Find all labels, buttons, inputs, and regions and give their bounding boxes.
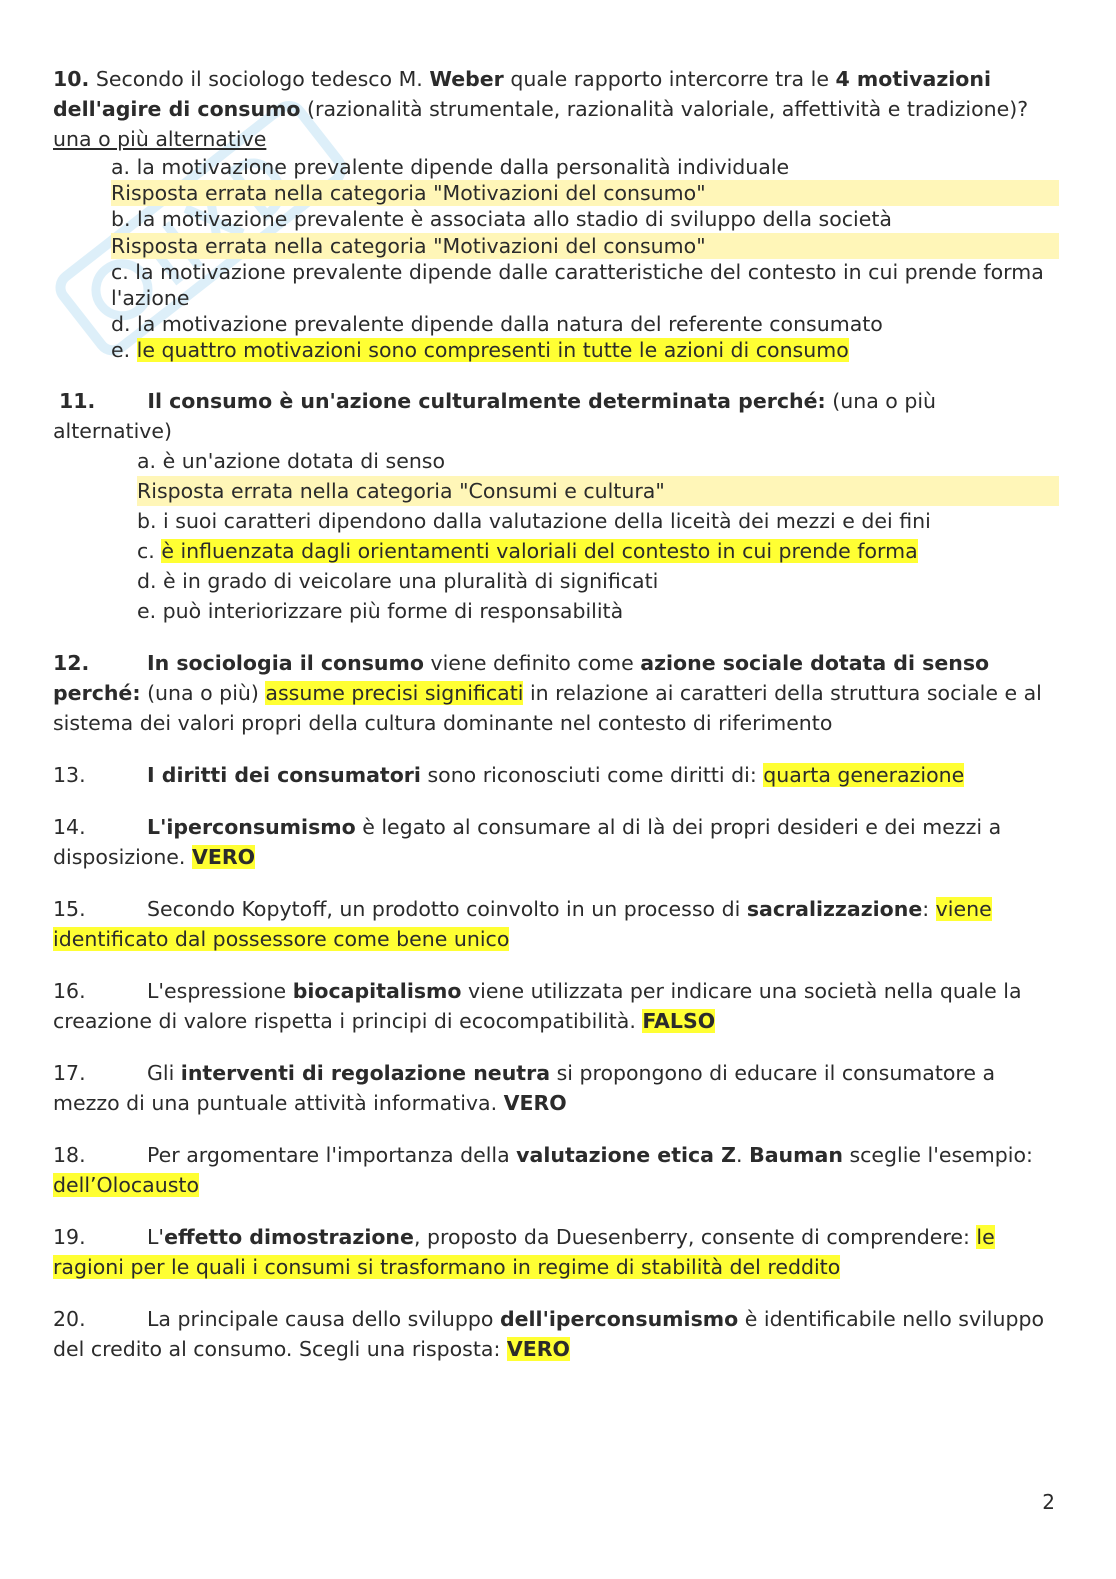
- question-18: 18. Per argomentare l'importanza della valutazione etica Z. Bauman sceglie l'esempio: dell’Olocausto: [53, 1140, 1059, 1200]
- option-e: e. può interiorizzare più forme di responsabilità: [137, 598, 624, 623]
- correct-answer: VERO: [191, 844, 256, 869]
- question-16: 16. L'espressione biocapitalismo viene utilizzata per indicare una società nella quale la creazione di valore rispetta i principi di ecocompatibilità. FALSO: [53, 976, 1059, 1036]
- question-12: 12. In sociologia il consumo viene definito come azione sociale dotata di senso perché: (una o più) assume precisi significati in relazione ai caratteri della struttura sociale e al sistema dei valori propri della cultura dominante nel contesto di riferimento: [53, 648, 1059, 738]
- option-b: b. la motivazione prevalente è associata allo stadio di sviluppo della società: [111, 207, 892, 232]
- question-10: 10. Secondo il sociologo tedesco M. Weber quale rapporto intercorre tra le 4 motivazioni dell'agire di consumo (razionalità strumentale, razionalità valoriale, affettività e tradizione)? una o più alternative: [53, 67, 1029, 151]
- correct-answer: VERO: [503, 1090, 567, 1115]
- wrong-answer-note: Risposta errata nella categoria "Consumi e cultura": [137, 476, 1059, 506]
- question-number: 19.: [53, 1224, 86, 1249]
- correct-answer: dell’Olocausto: [53, 1172, 199, 1197]
- question-number: 13.: [53, 762, 86, 787]
- question-number: 14.: [53, 814, 86, 839]
- question-11: 11. Il consumo è un'azione culturalmente determinata perché: (una o più alternative): [53, 388, 937, 443]
- option-c: c. la motivazione prevalente dipende dalle caratteristiche del contesto in cui prende forma l'azione: [111, 259, 1044, 311]
- document-body: [53, 64, 1059, 1364]
- question-number: 10.: [53, 67, 90, 91]
- question-number: 15.: [53, 896, 86, 921]
- option-a: a. è un'azione dotata di senso: [137, 448, 446, 473]
- question-15: 15. Secondo Kopytoff, un prodotto coinvolto in un processo di sacralizzazione: viene identificato dal possessore come bene unico: [53, 894, 1059, 954]
- option-a: a. la motivazione prevalente dipende dalla personalità individuale: [111, 155, 790, 179]
- answer-type-note: una o più alternative: [53, 127, 267, 151]
- question-14: 14. L'iperconsumismo è legato al consumare al di là dei propri desideri e dei mezzi a disposizione. VERO: [53, 812, 1059, 872]
- correct-answer: è influenzata dagli orientamenti valoriali del contesto in cui prende forma: [161, 538, 918, 563]
- page-number: 2: [1042, 1490, 1055, 1514]
- correct-answer: quarta generazione: [763, 762, 965, 787]
- correct-answer: viene identificato dal possessore come bene unico: [53, 896, 992, 951]
- question-number: 11.: [59, 388, 96, 413]
- correct-answer: assume precisi significati: [265, 680, 524, 705]
- option-b: b. i suoi caratteri dipendono dalla valutazione della liceità dei mezzi e dei fini: [137, 508, 931, 533]
- correct-answer: VERO: [506, 1336, 570, 1361]
- question-19: 19. L'effetto dimostrazione, proposto da Duesenberry, consente di comprendere: le ragioni per le quali i consumi si trasformano in regime di stabilità del reddito: [53, 1222, 1059, 1282]
- question-number: 12.: [53, 650, 90, 675]
- question-number: 18.: [53, 1142, 86, 1167]
- question-number: 16.: [53, 978, 86, 1003]
- wrong-answer-note: Risposta errata nella categoria "Motivazioni del consumo": [111, 180, 1059, 206]
- question-number: 20.: [53, 1306, 86, 1331]
- question-10-options: [53, 154, 1059, 364]
- question-17: 17. Gli interventi di regolazione neutra si propongono di educare il consumatore a mezzo di una puntuale attività informativa. VERO: [53, 1058, 1059, 1118]
- question-20: 20. La principale causa dello sviluppo dell'iperconsumismo è identificabile nello sviluppo del credito al consumo. Scegli una risposta: VERO: [53, 1304, 1059, 1364]
- question-number: 17.: [53, 1060, 86, 1085]
- option-e: e. le quattro motivazioni sono compresenti in tutte le azioni di consumo: [111, 338, 849, 363]
- question-13: 13. I diritti dei consumatori sono riconosciuti come diritti di: quarta generazione: [53, 760, 1059, 790]
- question-11-options: [53, 446, 1059, 626]
- wrong-answer-note: Risposta errata nella categoria "Motivazioni del consumo": [111, 233, 1059, 259]
- correct-answer: le ragioni per le quali i consumi si trasformano in regime di stabilità del reddito: [53, 1224, 995, 1279]
- correct-answer: FALSO: [642, 1008, 716, 1033]
- correct-answer: le quattro motivazioni sono compresenti in tutte le azioni di consumo: [136, 338, 849, 363]
- option-d: d. la motivazione prevalente dipende dalla natura del referente consumato: [111, 312, 883, 337]
- option-c: c. è influenzata dagli orientamenti valoriali del contesto in cui prende forma: [137, 538, 918, 563]
- option-d: d. è in grado di veicolare una pluralità di significati: [137, 568, 659, 593]
